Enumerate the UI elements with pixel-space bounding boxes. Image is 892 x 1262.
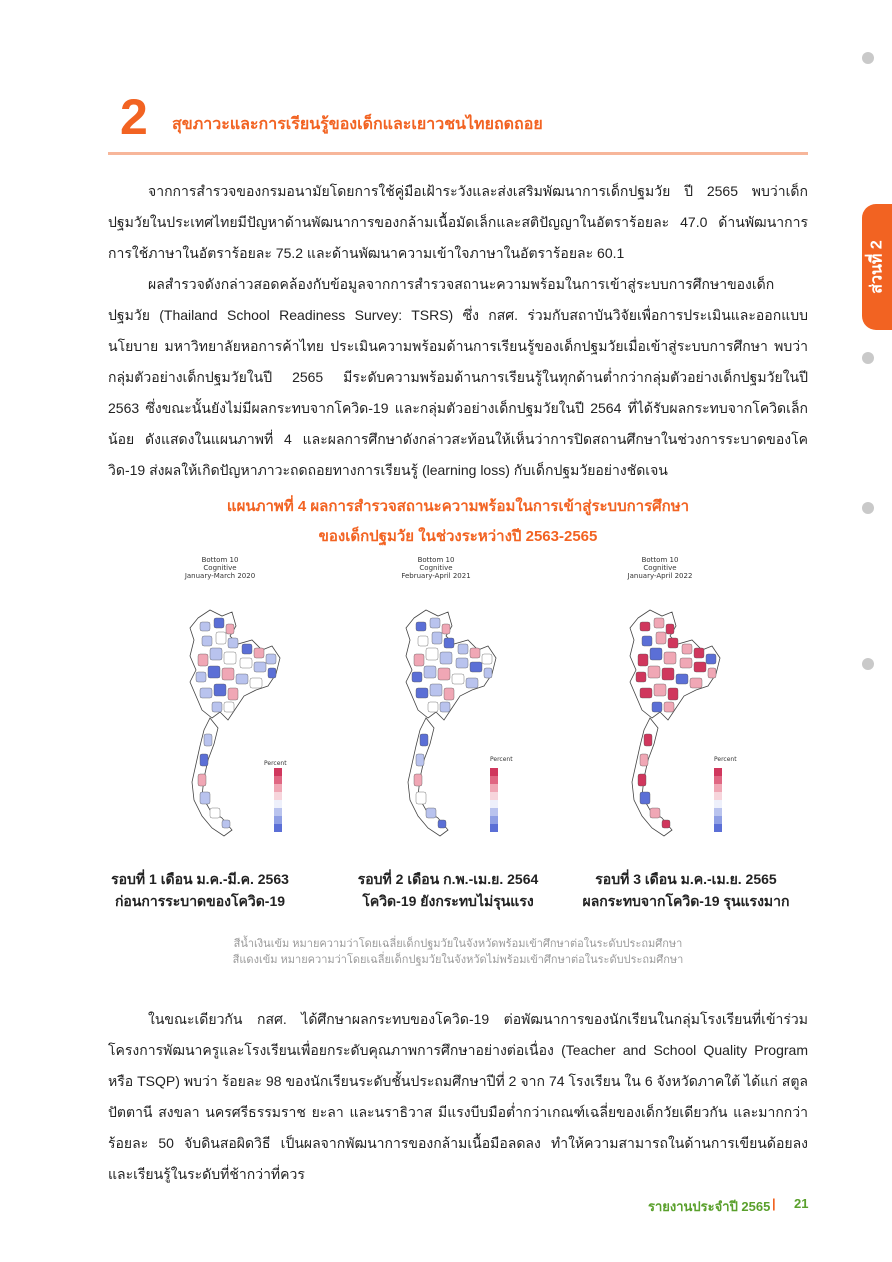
legend-title: Percent (490, 756, 513, 763)
province-shape (708, 668, 716, 678)
caption-line: รอบที่ 2 เดือน ก.พ.-เม.ย. 2564 (357, 871, 539, 887)
province-shape (226, 624, 234, 634)
province-shape (440, 652, 452, 664)
province-shape (198, 654, 208, 666)
footer-separator: | (772, 1196, 776, 1211)
legend-swatch (274, 800, 282, 808)
legend-swatch (714, 784, 722, 792)
intro-text (108, 176, 808, 486)
province-shape (432, 632, 442, 644)
caption-line: รอบที่ 3 เดือน ม.ค.-เม.ย. 2565 (595, 871, 777, 887)
map-panel-2020 (140, 556, 340, 846)
map-header-line: Bottom 10 (641, 556, 679, 564)
chapter-divider (108, 152, 808, 155)
province-shape (224, 652, 236, 664)
legend-swatch (714, 800, 722, 808)
caption-line: ก่อนการระบาดของโควิด-19 (114, 893, 286, 909)
province-shape (654, 684, 666, 696)
legend-swatch (490, 824, 498, 832)
legend-scale (490, 768, 498, 832)
caption-round-2 (328, 868, 568, 912)
province-shape (198, 774, 206, 786)
province-shape (650, 808, 660, 818)
province-shape (222, 668, 234, 680)
province-shape (664, 702, 674, 712)
legend-swatch (490, 800, 498, 808)
legend-swatch (714, 824, 722, 832)
province-shape (656, 632, 666, 644)
province-shape (470, 662, 482, 672)
side-dot-3 (862, 502, 874, 514)
thailand-map (140, 556, 340, 846)
province-shape (200, 622, 210, 631)
legend-swatch (490, 776, 498, 784)
province-shape (428, 702, 438, 712)
province-shape (484, 668, 492, 678)
thailand-map (356, 556, 556, 846)
province-shape (214, 618, 224, 628)
province-shape (466, 678, 478, 688)
map-panel-2022 (580, 556, 780, 846)
province-shape (438, 820, 446, 828)
province-shape (694, 662, 706, 672)
province-shape (638, 774, 646, 786)
province-shape (210, 648, 222, 660)
legend-swatch (490, 792, 498, 800)
province-shape (668, 688, 678, 700)
legend-swatch (490, 816, 498, 824)
legend-swatch (714, 768, 722, 776)
map-header-line: January-April 2022 (627, 572, 693, 580)
province-shape (208, 666, 220, 678)
province-shape (664, 652, 676, 664)
paragraph-3: ในขณะเดียวกัน กสศ. ได้ศึกษาผลกระทบของโควิด-19 ต่อพัฒนาการของนักเรียนในกลุ่มโรงเรียนที่เข้าร่วมโครงการพัฒนาครูและโรงเรียนเพื่อยกระดับคุณภาพการศึกษาอย่างต่อเนื่อง (Teacher and School Quality Program หรือ TSQP) พบว่า ร้อยละ 98 ของนักเรียนระดับชั้นประถมศึกษาปีที่ 2 จาก 74 โรงเรียน ใน 6 จังหวัดภาคใต้ ได้แก่ สตูล ปัตตานี สงขลา นครศรีธรรมราช ยะลา และนราธิวาส มีแรงบีบมือต่ำกว่าเกณฑ์เฉลี่ยของเด็กวัยเดียวกัน และมากกว่าร้อยละ 50 จับดินสอผิดวิธี เป็นผลจากพัฒนาการของกล้ามเนื้อมือลดลง ทำให้ความสามารถในด้านการเขียนด้อยลง และเรียนรู้ในระดับที่ช้ากว่าที่ควร (108, 1011, 808, 1182)
legend-swatch (490, 784, 498, 792)
province-shape (676, 674, 688, 684)
page-number: 21 (794, 1196, 809, 1211)
province-shape (420, 734, 428, 746)
caption-line: โควิด-19 ยังกระทบไม่รุนแรง (362, 893, 534, 909)
province-shape (470, 648, 480, 658)
province-shape (254, 662, 266, 672)
legend-swatch (714, 816, 722, 824)
side-dot-2 (862, 352, 874, 364)
caption-round-1 (80, 868, 320, 912)
province-shape (640, 792, 650, 804)
map-header-line: Bottom 10 (201, 556, 239, 564)
legend-title: Percent (714, 756, 737, 763)
province-shape (654, 618, 664, 628)
legend-swatch (714, 792, 722, 800)
note-line-blue: สีน้ำเงินเข้ม หมายความว่าโดยเฉลี่ยเด็กปฐมวัยในจังหวัดพร้อมเข้าศึกษาต่อในระดับประถมศึกษา (233, 938, 683, 950)
footer-report: รายงานประจำปี 2565 (648, 1199, 771, 1214)
province-shape (442, 624, 450, 634)
province-shape (200, 754, 208, 766)
province-shape (268, 668, 276, 678)
chapter-number: 2 (120, 89, 148, 145)
note-line-red: สีแดงเข้ม หมายความว่าโดยเฉลี่ยเด็กปฐมวัยในจังหวัดไม่พร้อมเข้าศึกษาต่อในระดับประถมศึกษา (232, 954, 684, 966)
province-shape (444, 688, 454, 700)
province-shape (250, 678, 262, 688)
province-shape (416, 622, 426, 631)
paragraph-1: จากการสำรวจของกรมอนามัยโดยการใช้คู่มือเฝ้าระวังและส่งเสริมพัฒนาการเด็กปฐมวัย ปี 2565 พบว่าเด็กปฐมวัยในประเทศไทยมีปัญหาด้านพัฒนาการของกล้ามเนื้อมัดเล็กและสติปัญญาในอัตราร้อยละ 47.0 ด้านพัฒนาการการใช้ภาษาในอัตราร้อยละ 75.2 และด้านพัฒนาความเข้าใจภาษาในอัตราร้อยละ 60.1 (108, 183, 808, 261)
legend-swatch (274, 816, 282, 824)
province-shape (662, 668, 674, 680)
province-shape (228, 688, 238, 700)
legend-swatch (714, 808, 722, 816)
province-shape (440, 702, 450, 712)
province-shape (652, 702, 662, 712)
province-shape (196, 672, 206, 682)
map-panel-2021 (356, 556, 556, 846)
province-shape (650, 648, 662, 660)
province-shape (416, 688, 428, 698)
legend-swatch (274, 808, 282, 816)
province-shape (412, 672, 422, 682)
figure-title-line-2: ของเด็กปฐมวัย ในช่วงระหว่างปี 2563-2565 (318, 528, 598, 545)
province-shape (416, 754, 424, 766)
province-shape (222, 820, 230, 828)
province-shape (438, 668, 450, 680)
figure-title-line-1: แผนภาพที่ 4 ผลการสำรวจสถานะความพร้อมในการเข้าสู่ระบบการศึกษา (226, 498, 690, 515)
province-shape (452, 674, 464, 684)
province-shape (666, 624, 674, 634)
province-shape (200, 688, 212, 698)
legend-swatch (274, 784, 282, 792)
province-shape (430, 684, 442, 696)
province-shape (640, 688, 652, 698)
province-shape (426, 808, 436, 818)
province-shape (210, 808, 220, 818)
province-shape (648, 666, 660, 678)
province-shape (224, 702, 234, 712)
legend-swatch (274, 776, 282, 784)
province-shape (456, 658, 468, 668)
province-shape (636, 672, 646, 682)
legend-title: Percent (264, 760, 287, 767)
caption-line: ผลกระทบจากโควิด-19 รุนแรงมาก (582, 893, 790, 909)
map-header-line: January-March 2020 (184, 572, 256, 580)
province-shape (662, 820, 670, 828)
province-shape (690, 678, 702, 688)
province-shape (236, 674, 248, 684)
map-header-line: February-April 2021 (401, 572, 471, 580)
thailand-map (580, 556, 780, 846)
province-shape (706, 654, 716, 664)
province-shape (426, 648, 438, 660)
province-shape (414, 774, 422, 786)
side-dot-4 (862, 658, 874, 670)
province-shape (644, 734, 652, 746)
legend-swatch (274, 824, 282, 832)
province-shape (682, 644, 692, 654)
section-tab[interactable] (862, 204, 892, 330)
province-shape (242, 644, 252, 654)
province-shape (482, 654, 492, 664)
chapter-title: สุขภาวะและการเรียนรู้ของเด็กและเยาวชนไทยถดถอย (172, 116, 543, 133)
province-shape (266, 654, 276, 664)
paragraph-2: ผลสำรวจดังกล่าวสอดคล้องกับข้อมูลจากการสำรวจสถานะความพร้อมในการเข้าสู่ระบบการศึกษาของเด็กปฐมวัย (Thailand School Readiness Survey: TSRS) ซึ่ง กสศ. ร่วมกับสถาบันวิจัยเพื่อการประเมินและออกแบบนโยบาย มหาวิทยาลัยหอการค้าไทย ประเมินความพร้อมด้านการเรียนรู้ของเด็กปฐมวัยเมื่อเข้าสู่ระบบการศึกษา พบว่ากลุ่มตัวอย่างเด็กปฐมวัยในปี 2565 มีระดับความพร้อมด้านการเรียนรู้ในทุกด้านต่ำกว่ากลุ่มตัวอย่างเด็กปฐมวัยในปี 2563 ซึ่งขณะนั้นยังไม่มีผลกระทบจากโควิด-19 และกลุ่มตัวอย่างเด็กปฐมวัยในปี 2564 ที่ได้รับผลกระทบจากโควิดเล็กน้อย ดังแสดงในแผนภาพที่ 4 และผลการศึกษาดังกล่าวสะท้อนให้เห็นว่าการปิดสถานศึกษาในช่วงการระบาดของโควิด-19 ส่งผลให้เกิดปัญหาภาวะถดถอยทางการเรียนรู้ (learning loss) กับเด็กปฐมวัยอย่างชัดเจน (108, 276, 808, 478)
bottom-text (108, 1004, 808, 1190)
province-shape (214, 684, 226, 696)
legend-swatch (274, 792, 282, 800)
province-shape (430, 618, 440, 628)
province-shape (254, 648, 264, 658)
figure-note (108, 936, 808, 968)
legend-swatch (714, 776, 722, 784)
province-shape (458, 644, 468, 654)
map-header-line: Cognitive (203, 564, 237, 572)
province-shape (694, 648, 704, 658)
province-shape (680, 658, 692, 668)
province-shape (216, 632, 226, 644)
province-shape (418, 636, 428, 646)
map-header-line: Cognitive (419, 564, 453, 572)
province-shape (638, 654, 648, 666)
province-shape (642, 636, 652, 646)
province-shape (416, 792, 426, 804)
legend-scale (274, 768, 282, 832)
map-header-line: Bottom 10 (417, 556, 455, 564)
province-shape (424, 666, 436, 678)
caption-line: รอบที่ 1 เดือน ม.ค.-มี.ค. 2563 (111, 871, 289, 887)
province-shape (668, 638, 678, 648)
legend-swatch (490, 808, 498, 816)
province-shape (202, 636, 212, 646)
side-dot-1 (862, 52, 874, 64)
province-shape (640, 754, 648, 766)
province-shape (212, 702, 222, 712)
section-tab-label: ส่วนที่ 2 (868, 240, 886, 294)
province-shape (414, 654, 424, 666)
province-shape (204, 734, 212, 746)
legend-swatch (490, 768, 498, 776)
province-shape (640, 622, 650, 631)
caption-round-3 (566, 868, 806, 912)
legend-scale (714, 768, 722, 832)
province-shape (240, 658, 252, 668)
map-header-line: Cognitive (643, 564, 677, 572)
legend-swatch (274, 768, 282, 776)
province-shape (444, 638, 454, 648)
province-shape (200, 792, 210, 804)
province-shape (228, 638, 238, 648)
